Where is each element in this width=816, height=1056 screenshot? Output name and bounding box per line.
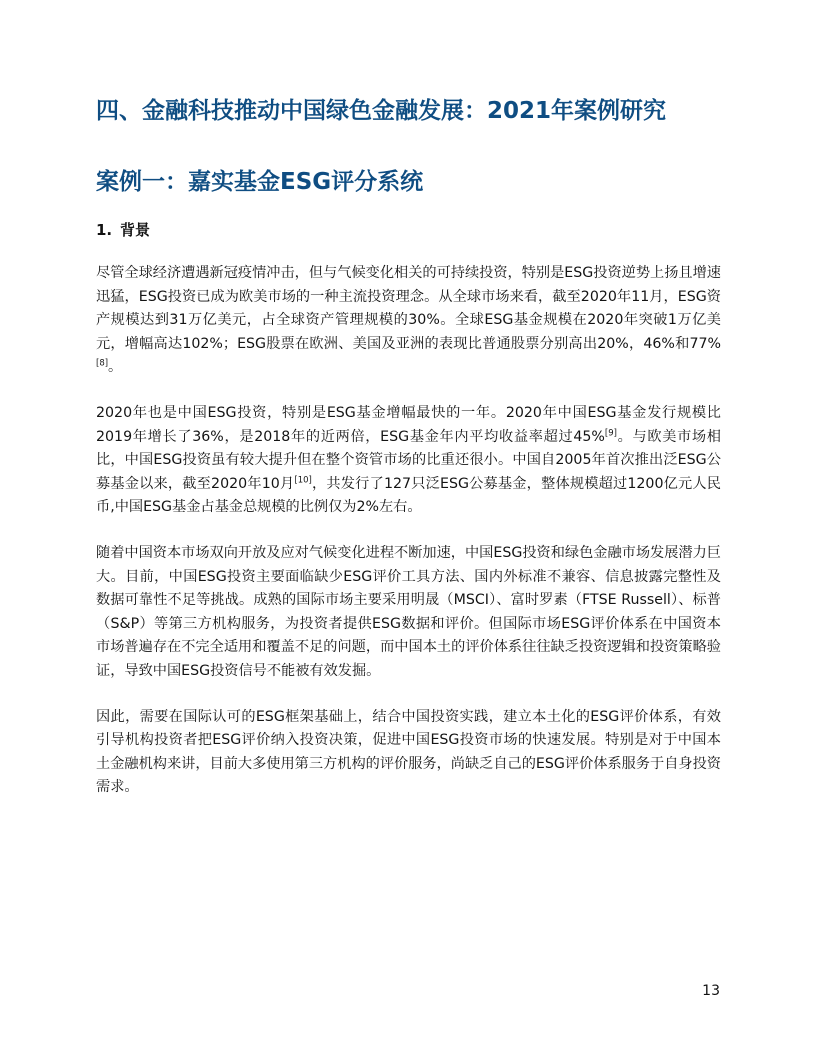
paragraph-3-text: 随着中国资本市场双向开放及应对气候变化进程不断加速，中国ESG投资和绿色金融市场发展潜力巨大。目前，中国ESG投资主要面临缺少ESG评价工具方法、国内外标准不兼容、信息披露完整性及数据可靠性不足等挑战。成熟的国际市场主要采用明晟（MSCI）、富时罗素（FTSE Russell）、标普（S&P）等第三方机构服务，为投资者提供ESG数据和评价。但国际市场ESG评价体系在中国资本市场普遍存在不完全适用和覆盖不足的问题，而中国本土的评价体系往往缺乏投资逻辑和投资策略验证，导致中国ESG投资信号不能被有效发掘。 <box>96 544 721 679</box>
paragraph-2-tail: ，共发行了127只泛ESG公募基金，整体规模超过1200亿元人民币,中国ESG基金占基金总规模的比例仅为2%左右。 <box>96 475 721 516</box>
paragraph-4-text: 因此，需要在国际认可的ESG框架基础上，结合中国投资实践，建立本土化的ESG评价体系，有效引导机构投资者把ESG评价纳入投资决策，促进中国ESG投资市场的快速发展。特别是对于中国本土金融机构来讲，目前大多使用第三方机构的评价服务，尚缺乏自己的ESG评价体系服务于自身投资需求。 <box>96 708 721 796</box>
paragraph-1 <box>96 262 721 380</box>
footnote-ref-10[interactable]: [10] <box>294 475 312 486</box>
paragraph-2 <box>96 402 721 520</box>
body-text <box>96 262 721 822</box>
paragraph-1-text: 尽管全球经济遭遇新冠疫情冲击，但与气候变化相关的可持续投资，特别是ESG投资逆势上扬且增速迅猛，ESG投资已成为欧美市场的一种主流投资理念。从全球市场来看，截至2020年11月，ESG资产规模达到31万亿美元，占全球资产管理规模的30%。全球ESG基金规模在2020年突破1万亿美元，增幅高达102%；ESG股票在欧洲、美国及亚洲的表现比普通股票分别高出20%，46%和77% <box>96 265 721 352</box>
subsection-title: 背景 <box>120 221 151 239</box>
paragraph-3 <box>96 542 721 684</box>
subsection-number: 1. <box>96 221 113 239</box>
paragraph-2-text-a: 2020年也是中国ESG投资，特别是ESG基金增幅最快的一年。2020年中国ESG基金发行规模比2019年增长了36%，是2018年的近两倍，ESG基金年内平均收益率超过45% <box>96 404 721 445</box>
paragraph-4 <box>96 706 721 800</box>
paragraph-1-tail: 。 <box>108 359 123 376</box>
footnote-ref-8[interactable]: [8] <box>96 358 109 369</box>
paragraph-2-text-b: 。与欧美市场相比，中国ESG投资虽有较大提升但在整个资管市场的比重还很小。中国自2005年首次推出泛ESG公募基金以来，截至2020年10月 <box>96 428 721 492</box>
section-title: 四、金融科技推动中国绿色金融发展：2021年案例研究 <box>96 98 667 124</box>
subsection-heading <box>96 218 150 242</box>
page-number: 13 <box>702 983 720 999</box>
footnote-ref-9[interactable]: [9] <box>604 427 617 438</box>
case-title: 案例一：嘉实基金ESG评分系统 <box>96 169 424 195</box>
